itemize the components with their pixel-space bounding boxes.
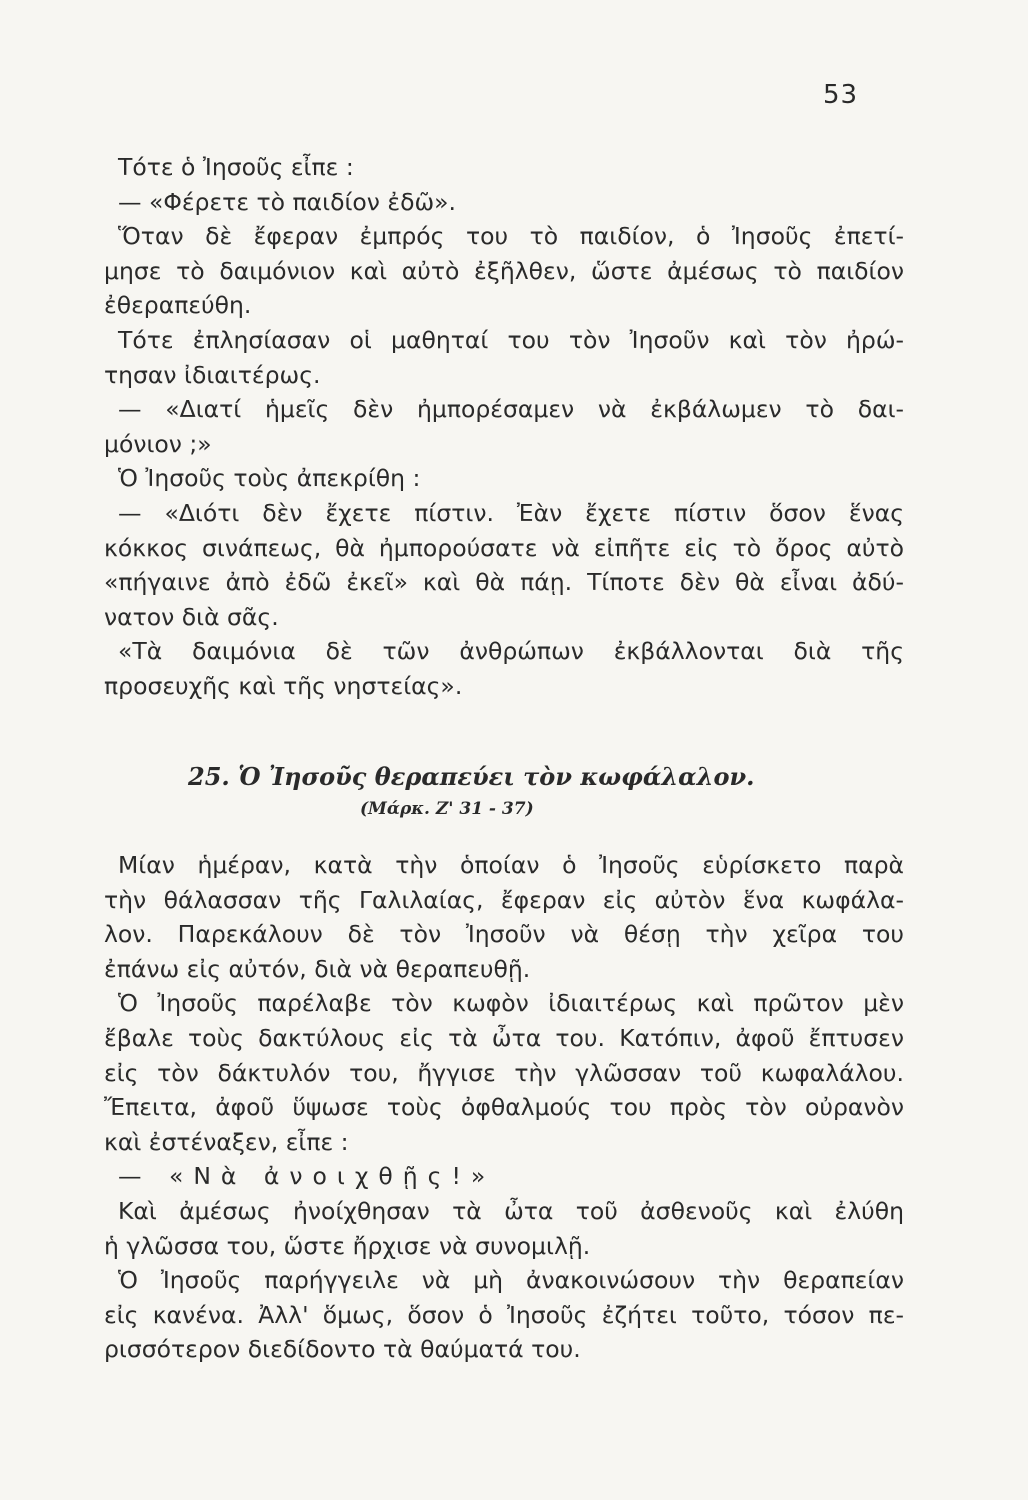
section-title: 25. Ὁ Ἰησοῦς θεραπεύει τὸν κωφάλαλον. (188, 762, 755, 791)
text-line: Ὅταν δὲ ἔφεραν ἐμπρός του τὸ παιδίον, ὁ Ἰησοῦς ἐπετί- (118, 222, 904, 251)
text-line: ἐθεραπεύθη. (104, 291, 252, 320)
text-line: «πήγαινε ἀπὸ ἐδῶ ἐκεῖ» καὶ θὰ πάῃ. Τίποτε δὲν θὰ εἶναι ἀδύ- (104, 568, 904, 597)
text-line: — «Διατί ἡμεῖς δὲν ἠμπορέσαμεν νὰ ἐκβάλωμεν τὸ δαι- (118, 395, 904, 424)
text-line: κόκκος σινάπεως, θὰ ἠμπορούσατε νὰ εἰπῆτε εἰς τὸ ὄρος αὐτὸ (104, 533, 904, 562)
text-line: Τότε ὁ Ἰησοῦς εἶπε : (118, 153, 354, 181)
text-line: Μίαν ἡμέραν, κατὰ τὴν ὁποίαν ὁ Ἰησοῦς εὑρίσκετο παρὰ (118, 851, 904, 879)
text-line: Ὁ Ἰησοῦς τοὺς ἀπεκρίθη : (118, 464, 421, 493)
text-line: Καὶ ἀμέσως ἠνοίχθησαν τὰ ὦτα τοῦ ἀσθενοῦς καὶ ἐλύθη (118, 1196, 904, 1225)
text-line: προσευχῆς καὶ τῆς νηστείας». (104, 671, 463, 700)
text-line: τησαν ἰδιαιτέρως. (104, 360, 321, 389)
text-line: Ὁ Ἰησοῦς παρέλαβε τὸν κωφὸν ἰδιαιτέρως καὶ πρῶτον μὲν (118, 989, 904, 1018)
text-line: ἡ γλῶσσα του, ὥστε ἤρχισε νὰ συνομιλῇ. (104, 1231, 591, 1260)
text-block-1 (104, 150, 904, 704)
text-line: «Τὰ δαιμόνια δὲ τῶν ἀνθρώπων ἐκβάλλονται διὰ τῆς (118, 637, 904, 666)
text-line: μόνιον ;» (104, 429, 212, 458)
text-line: Τότε ἐπλησίασαν οἱ μαθηταί του τὸν Ἰησοῦν καὶ τὸν ἠρώ- (118, 325, 904, 354)
section-reference: (Μάρκ. Ζ' 31 - 37) (360, 799, 534, 819)
section-heading (188, 760, 828, 824)
text-line: εἰς τὸν δάκτυλόν του, ἤγγισε τὴν γλῶσσαν τοῦ κωφαλάλου. (104, 1058, 904, 1087)
text-line: τὴν θάλασσαν τῆς Γαλιλαίας, ἔφεραν εἰς αὐτὸν ἕνα κωφάλα- (104, 885, 904, 914)
page-number: 53 (823, 80, 859, 110)
text-line: — «Φέρετε τὸ παιδίον ἐδῶ». (118, 187, 456, 216)
text-line: νατον διὰ σᾶς. (104, 602, 279, 631)
text-line: Ἔπειτα, ἀφοῦ ὕψωσε τοὺς ὀφθαλμούς του πρὸς τὸν οὐρανὸν (104, 1093, 904, 1122)
text-line: ρισσότερον διεδίδοντο τὰ θαύματά του. (104, 1335, 581, 1364)
text-block-2 (104, 848, 904, 1367)
text-line: — «Νὰ ἀνοιχθῇς!» (118, 1162, 496, 1191)
text-line: Ὁ Ἰησοῦς παρήγγειλε νὰ μὴ ἀνακοινώσουν τὴν θεραπείαν (118, 1266, 904, 1295)
text-line: καὶ ἐστέναξεν, εἶπε : (104, 1127, 349, 1156)
text-line: ἐπάνω εἰς αὐτόν, διὰ νὰ θεραπευθῇ. (104, 954, 531, 983)
text-line: λον. Παρεκάλουν δὲ τὸν Ἰησοῦν νὰ θέσῃ τὴν χεῖρα του (104, 920, 904, 949)
text-line: μησε τὸ δαιμόνιον καὶ αὐτὸ ἐξῆλθεν, ὥστε ἀμέσως τὸ παιδίον (104, 256, 904, 285)
text-line: εἰς κανένα. Ἀλλ' ὅμως, ὅσον ὁ Ἰησοῦς ἐζήτει τοῦτο, τόσον πε- (104, 1300, 904, 1329)
text-line: — «Διότι δὲν ἔχετε πίστιν. Ἐὰν ἔχετε πίστιν ὅσον ἕνας (118, 498, 904, 527)
text-line: ἔβαλε τοὺς δακτύλους εἰς τὰ ὦτα του. Κατόπιν, ἀφοῦ ἔπτυσεν (104, 1023, 904, 1052)
